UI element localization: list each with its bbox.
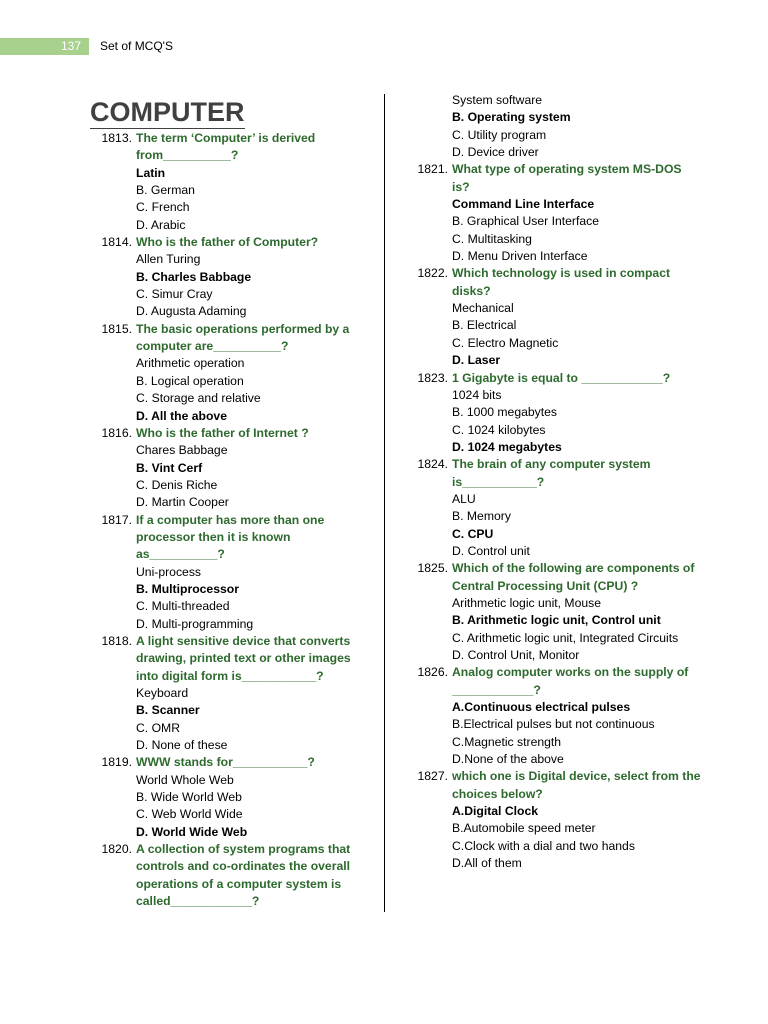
- question-number: 1822.: [417, 266, 448, 281]
- question-number: 1816.: [101, 425, 132, 440]
- answer-option: D. Augusta Adaming: [136, 304, 247, 319]
- question-row: [96, 841, 376, 910]
- correct-answer: D. All the above: [136, 408, 227, 423]
- question-block: [96, 425, 376, 512]
- question-number: 1814.: [101, 235, 132, 250]
- answer-option: B. Logical operation: [136, 373, 244, 388]
- correct-answer: Latin: [136, 165, 166, 180]
- question-block: [96, 130, 376, 234]
- answer-option: C. Multi-threaded: [136, 599, 230, 614]
- question-text: A light sensitive device that converts drawing, printed text or other images into digital form is___________?: [136, 633, 351, 683]
- answer-option: C. Utility program: [452, 127, 547, 142]
- correct-answer: Command Line Interface: [452, 197, 595, 212]
- question-text: The term ‘Computer’ is derived from__________?: [136, 131, 316, 163]
- answer-option: C.Magnetic strength: [452, 734, 562, 749]
- page-header: [0, 38, 768, 55]
- correct-answer: D. 1024 megabytes: [452, 439, 562, 454]
- answer-option: B.Automobile speed meter: [452, 821, 596, 836]
- answer-option: Uni-process: [136, 564, 202, 579]
- answer-option: ALU: [452, 491, 476, 506]
- question-text: The basic operations performed by a computer are__________?: [136, 321, 350, 354]
- continuation-options: [412, 92, 702, 161]
- question-text: A collection of system programs that controls and co-ordinates the overall operations of a computer system is called____________?: [136, 842, 351, 909]
- answer-option: B. Graphical User Interface: [452, 214, 599, 229]
- header-title: Set of MCQ'S: [100, 39, 173, 53]
- answer-option: D. Arabic: [136, 217, 186, 232]
- answer-option: Arithmetic operation: [136, 356, 245, 371]
- question-row: [96, 425, 376, 442]
- question-number: 1824.: [417, 457, 448, 472]
- question-text: The brain of any computer system is___________?: [452, 457, 651, 489]
- answer-option: Allen Turing: [136, 252, 201, 267]
- answer-option: D. Control unit: [452, 543, 530, 558]
- question-row: [412, 456, 702, 491]
- correct-answer: B. Operating system: [452, 110, 571, 125]
- answer-option: B. Wide World Web: [136, 790, 242, 805]
- answer-option: Keyboard: [136, 686, 189, 700]
- question-row: [96, 754, 376, 771]
- left-column: [96, 130, 376, 910]
- question-text: If a computer has more than one processor then it is known as__________?: [136, 512, 325, 562]
- column-divider: [384, 94, 385, 912]
- answer-option: B. 1000 megabytes: [452, 405, 558, 420]
- answer-option: C. OMR: [136, 720, 181, 735]
- question-row: [96, 321, 376, 356]
- correct-answer: B. Vint Cerf: [136, 460, 203, 475]
- section-title: COMPUTER: [90, 97, 245, 127]
- answer-option: D. Device driver: [452, 145, 539, 160]
- question-row: [412, 664, 702, 699]
- question-text: Who is the father of Computer?: [136, 235, 319, 250]
- question-block: [96, 633, 376, 754]
- answer-option: D. None of these: [136, 738, 228, 753]
- correct-answer: D. Laser: [452, 353, 501, 368]
- correct-answer: B. Scanner: [136, 703, 200, 718]
- question-row: [96, 633, 376, 685]
- answer-option: C. French: [136, 200, 190, 215]
- question-number: 1823.: [417, 370, 448, 385]
- question-block: [96, 321, 376, 425]
- page-number: 137: [0, 38, 89, 55]
- answer-option: D. Martin Cooper: [136, 495, 229, 510]
- question-text: Which of the following are components of Central Processing Unit (CPU) ?: [452, 561, 695, 593]
- question-block: [96, 234, 376, 321]
- question-row: [96, 512, 376, 564]
- question-block: [412, 560, 702, 664]
- question-text: What type of operating system MS-DOS is?: [452, 162, 682, 194]
- question-number: 1819.: [101, 755, 132, 770]
- answer-option: B.Electrical pulses but not continuous: [452, 717, 655, 732]
- question-text: Analog computer works on the supply of ____________?: [452, 665, 689, 697]
- question-number: 1821.: [417, 162, 448, 177]
- question-block: [412, 370, 702, 457]
- correct-answer: A.Digital Clock: [452, 804, 539, 819]
- answer-option: D.None of the above: [452, 752, 564, 767]
- answer-option: D.All of them: [452, 856, 522, 871]
- question-block: [412, 456, 702, 560]
- question-block: [96, 754, 376, 841]
- correct-answer: C. CPU: [452, 526, 494, 541]
- answer-option: B. Memory: [452, 509, 511, 524]
- question-row: [96, 234, 376, 251]
- question-number: 1827.: [417, 769, 448, 784]
- answer-option: C. Web World Wide: [136, 807, 243, 822]
- question-number: 1826.: [417, 665, 448, 680]
- answer-option: C. Electro Magnetic: [452, 335, 559, 350]
- right-column: [412, 92, 702, 872]
- question-block: [412, 768, 702, 872]
- answer-option: D. Control Unit, Monitor: [452, 648, 580, 662]
- correct-answer: A.Continuous electrical pulses: [452, 700, 631, 715]
- right-questions: [412, 161, 702, 872]
- answer-option: B. Electrical: [452, 318, 517, 333]
- question-row: [412, 161, 702, 196]
- answer-option: D. Multi-programming: [136, 616, 254, 631]
- question-block: [96, 841, 376, 910]
- correct-answer: B. Arithmetic logic unit, Control unit: [452, 613, 661, 628]
- answer-option: Mechanical: [452, 301, 514, 316]
- question-row: [96, 130, 376, 165]
- question-text: Who is the father of Internet ?: [136, 425, 309, 440]
- question-text: 1 Gigabyte is equal to ____________?: [452, 370, 671, 385]
- question-text: Which technology is used in compact disks?: [452, 266, 671, 298]
- question-block: [96, 512, 376, 633]
- question-block: [412, 265, 702, 369]
- answer-option: World Whole Web: [136, 772, 234, 787]
- question-row: [412, 768, 702, 803]
- question-row: [412, 265, 702, 300]
- question-number: 1825.: [417, 561, 448, 576]
- answer-option: Arithmetic logic unit, Mouse: [452, 595, 602, 610]
- question-block: [412, 161, 702, 265]
- question-text: which one is Digital device, select from the choices below?: [452, 769, 701, 801]
- answer-option: C. Simur Cray: [136, 287, 213, 302]
- answer-option: 1024 bits: [452, 387, 502, 402]
- answer-option: D. Menu Driven Interface: [452, 249, 588, 264]
- question-row: [412, 560, 702, 595]
- correct-answer: D. World Wide Web: [136, 824, 248, 839]
- question-text: WWW stands for___________?: [136, 755, 315, 770]
- answer-option: C. 1024 kilobytes: [452, 422, 546, 437]
- answer-option: C.Clock with a dial and two hands: [452, 838, 635, 853]
- question-number: 1820.: [101, 842, 132, 857]
- question-number: 1815.: [101, 321, 132, 336]
- question-number: 1813.: [101, 131, 132, 145]
- correct-answer: B. Charles Babbage: [136, 269, 252, 284]
- answer-option: C. Arithmetic logic unit, Integrated Circuits: [452, 630, 679, 645]
- answer-option: Chares Babbage: [136, 443, 228, 458]
- answer-option: C. Storage and relative: [136, 391, 261, 406]
- question-block: [412, 664, 702, 768]
- answer-option: B. German: [136, 183, 195, 198]
- answer-option: System software: [452, 93, 543, 107]
- question-number: 1818.: [101, 633, 132, 648]
- answer-option: C. Denis Riche: [136, 477, 218, 492]
- answer-option: C. Multitasking: [452, 231, 532, 246]
- question-row: [412, 370, 702, 387]
- correct-answer: B. Multiprocessor: [136, 581, 239, 596]
- question-number: 1817.: [101, 512, 132, 527]
